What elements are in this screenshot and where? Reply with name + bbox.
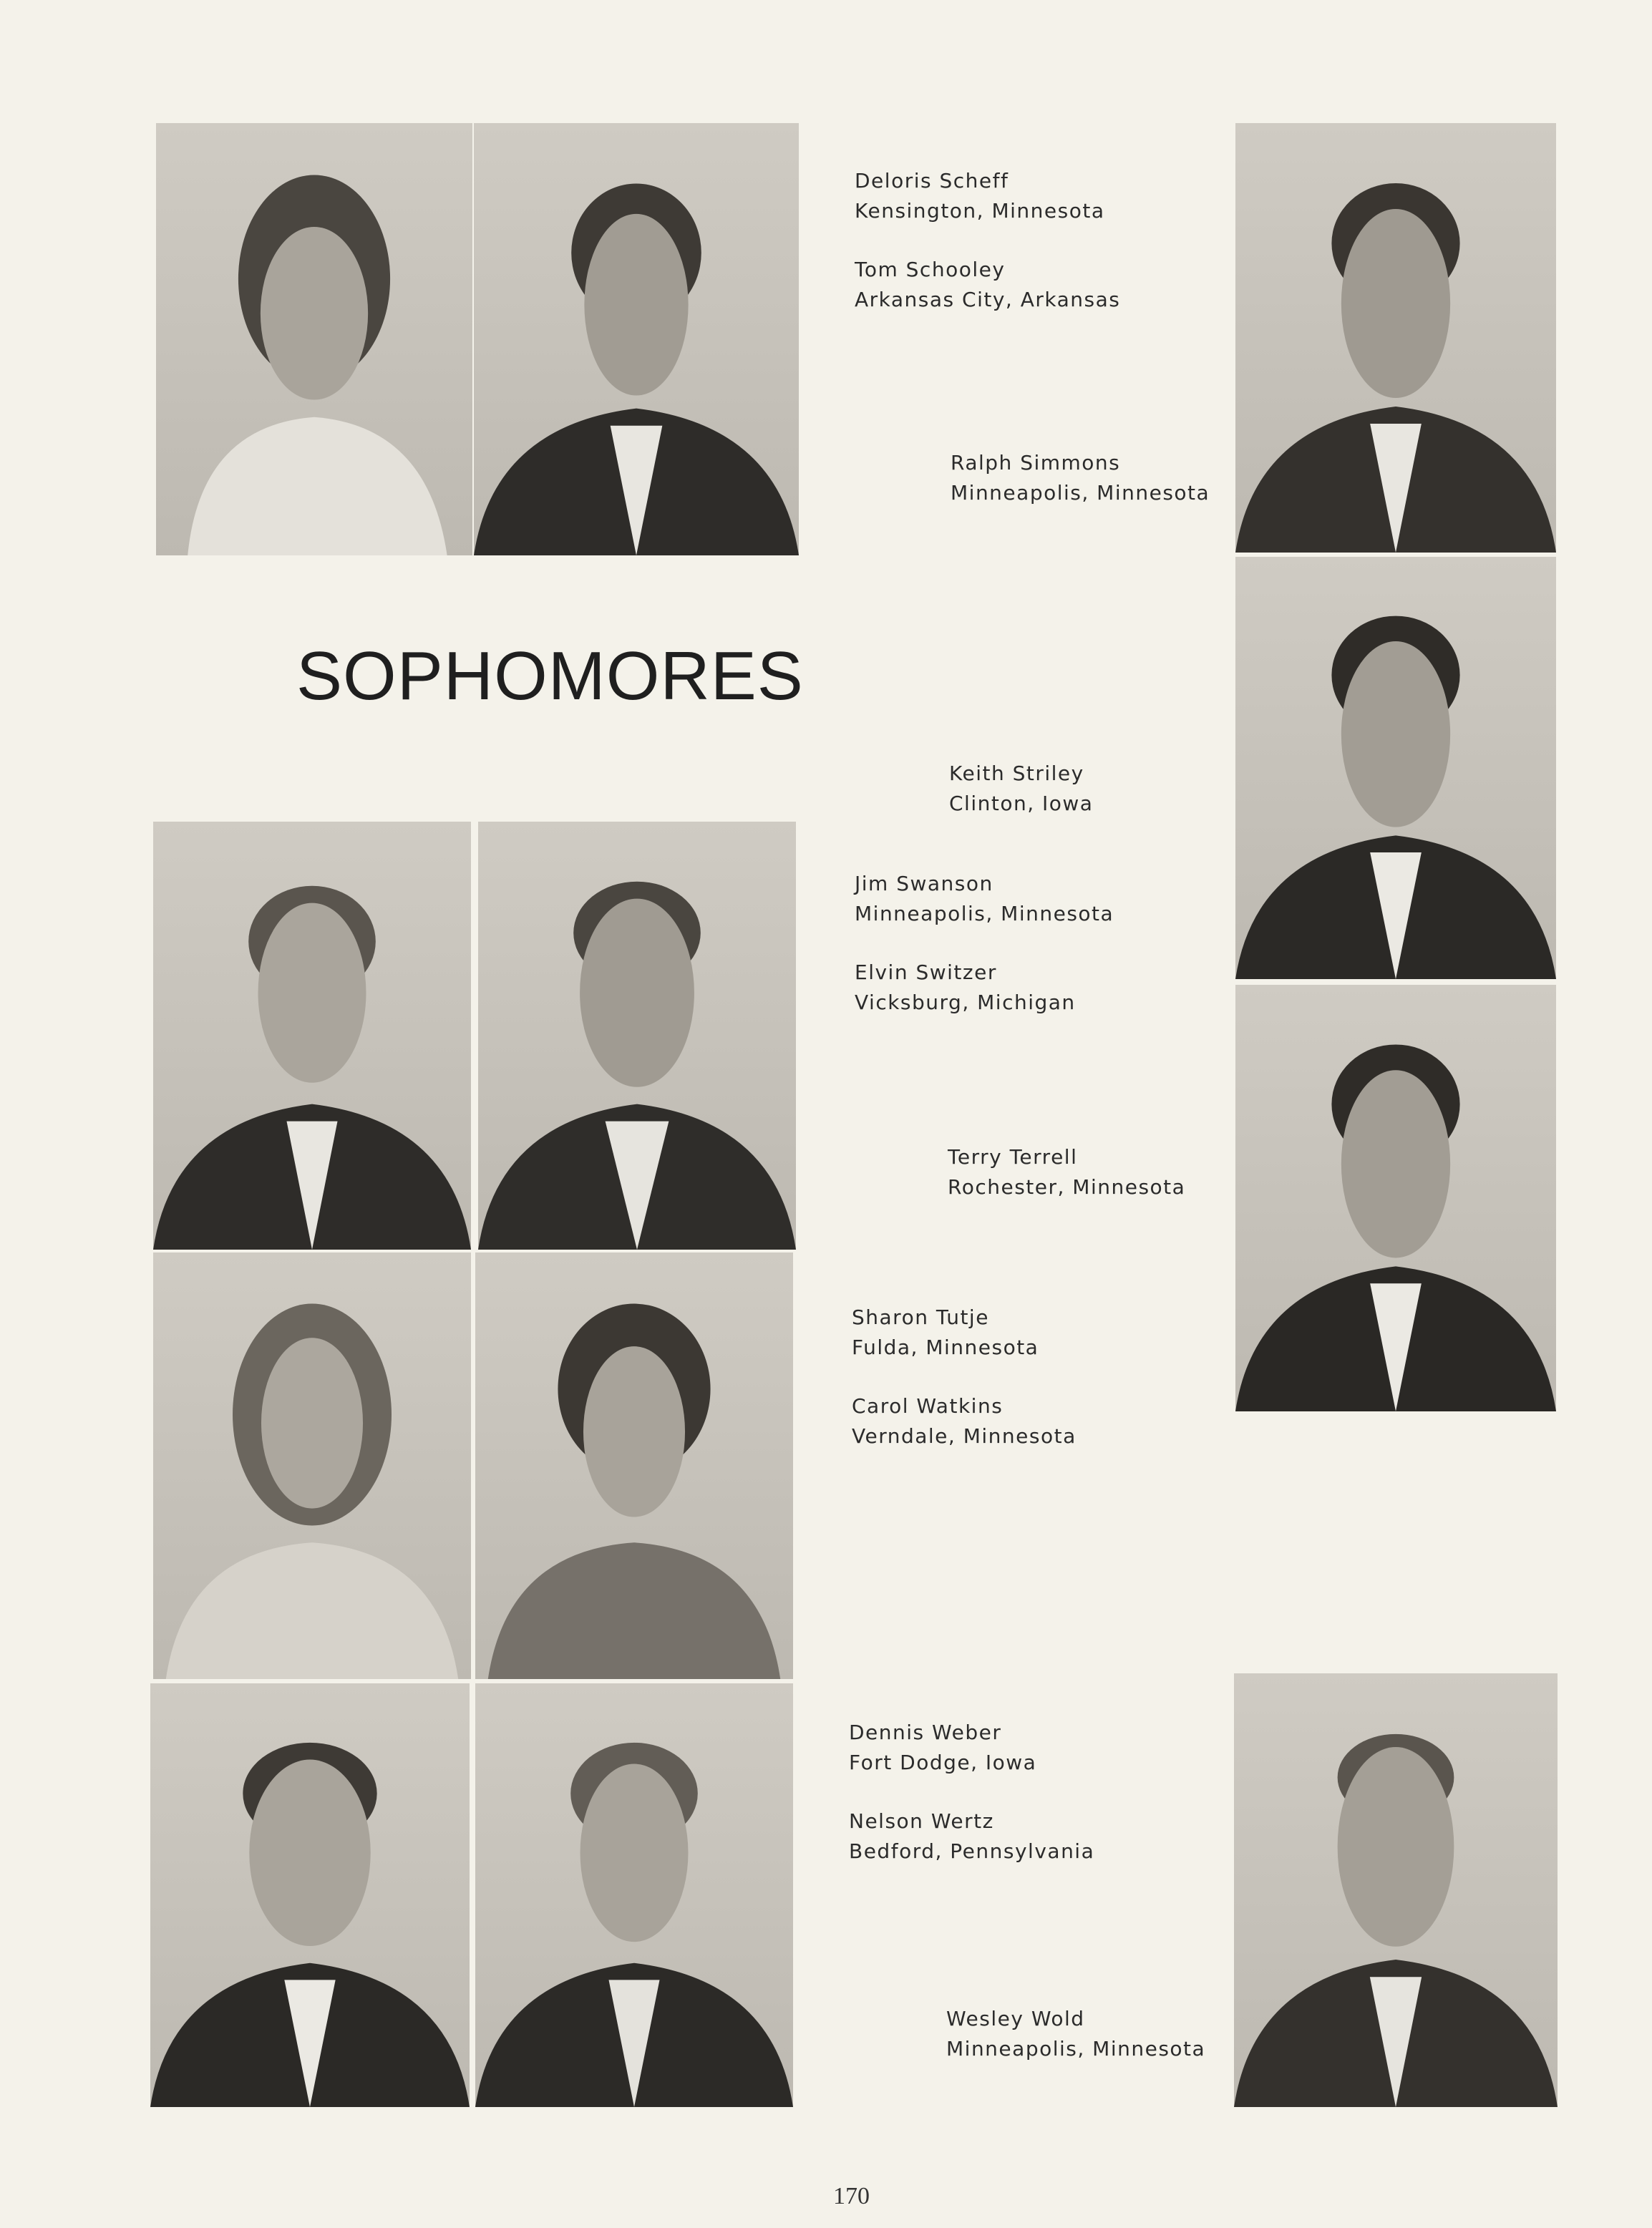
section-title: SOPHOMORES (296, 638, 804, 714)
caption-tom-schooley (855, 255, 1120, 315)
student-name: Terry Terrell (948, 1145, 1078, 1169)
portrait-wesley-wold (1234, 1673, 1558, 2107)
portrait-ralph-simmons (1235, 123, 1556, 553)
portrait-nelson-wertz (475, 1683, 793, 2107)
student-hometown: Verndale, Minnesota (852, 1424, 1077, 1448)
student-hometown: Clinton, Iowa (949, 792, 1094, 815)
portrait-carol-watkins (475, 1252, 793, 1679)
caption-carol-watkins (852, 1391, 1077, 1451)
caption-wesley-wold (946, 2004, 1205, 2064)
portrait-elvin-switzer (478, 822, 796, 1250)
student-hometown: Bedford, Pennsylvania (849, 1839, 1095, 1863)
portrait-jim-swanson (153, 822, 471, 1250)
student-name: Elvin Switzer (855, 960, 997, 984)
student-hometown: Fulda, Minnesota (852, 1336, 1039, 1359)
student-hometown: Arkansas City, Arkansas (855, 288, 1121, 311)
student-name: Jim Swanson (855, 872, 993, 895)
caption-keith-striley (949, 759, 1093, 819)
student-hometown: Kensington, Minnesota (855, 199, 1105, 223)
caption-nelson-wertz (849, 1806, 1094, 1867)
student-name: Wesley Wold (946, 2007, 1085, 2030)
student-hometown: Vicksburg, Michigan (855, 991, 1076, 1014)
page-number: 170 (833, 2183, 870, 2209)
student-name: Dennis Weber (849, 1721, 1002, 1744)
student-name: Keith Striley (949, 762, 1084, 785)
caption-jim-swanson (855, 869, 1114, 929)
student-hometown: Rochester, Minnesota (948, 1175, 1186, 1199)
portrait-terry-terrell (1235, 985, 1556, 1411)
student-hometown: Minneapolis, Minnesota (946, 2037, 1206, 2061)
caption-terry-terrell (948, 1142, 1185, 1202)
student-name: Deloris Scheff (855, 169, 1009, 193)
portrait-dennis-weber (150, 1683, 470, 2107)
student-name: Nelson Wertz (849, 1809, 994, 1833)
caption-sharon-tutje (852, 1303, 1039, 1363)
caption-elvin-switzer (855, 958, 1076, 1018)
student-hometown: Minneapolis, Minnesota (951, 481, 1210, 505)
portrait-deloris-scheff (156, 123, 472, 555)
student-name: Carol Watkins (852, 1394, 1004, 1418)
portrait-tom-schooley (474, 123, 799, 555)
caption-dennis-weber (849, 1718, 1036, 1778)
caption-ralph-simmons (951, 448, 1210, 508)
portrait-sharon-tutje (153, 1252, 471, 1679)
student-name: Ralph Simmons (951, 451, 1121, 475)
portrait-keith-striley (1235, 557, 1556, 979)
student-name: Tom Schooley (855, 258, 1006, 281)
student-hometown: Minneapolis, Minnesota (855, 902, 1114, 925)
student-hometown: Fort Dodge, Iowa (849, 1751, 1037, 1774)
student-name: Sharon Tutje (852, 1305, 989, 1329)
caption-deloris-scheff (855, 166, 1105, 226)
